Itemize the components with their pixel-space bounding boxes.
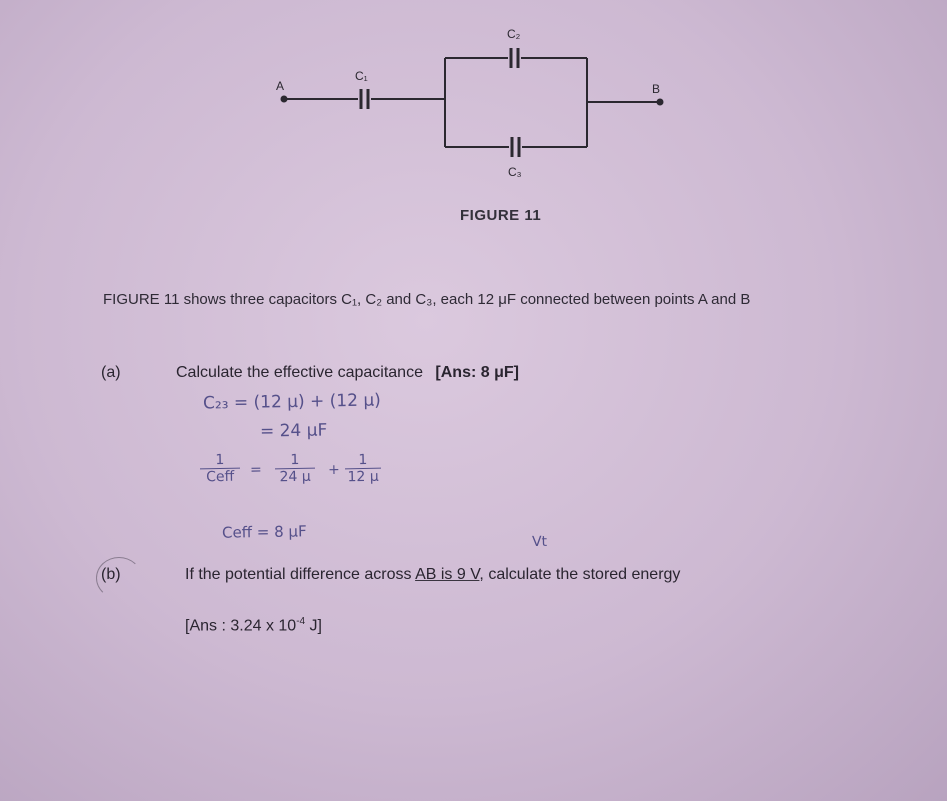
question-b-text: [185, 566, 680, 584]
label-b: B: [652, 82, 661, 96]
fraction-3-denominator: 12 μ: [345, 468, 381, 486]
question-a-text: [176, 364, 519, 382]
fraction-1-denominator: Ceff: [200, 468, 240, 486]
handwriting-line-4: Ceff = 8 μF: [221, 522, 307, 542]
handwriting-fraction-2: [275, 452, 316, 486]
circuit-diagram: [0, 0, 947, 240]
label-c1: C₁: [355, 69, 368, 83]
handwriting-fraction-3: [345, 452, 382, 486]
question-a-answer: [Ans: 8 μF]: [435, 364, 519, 381]
question-b-answer-prefix: [Ans : 3.24 x 10: [185, 617, 297, 635]
handwriting-plus: +: [327, 461, 340, 479]
question-b-label: (b): [101, 566, 121, 583]
handwriting-mark-vt: Vt: [531, 533, 548, 551]
handwriting-fraction-1: [200, 452, 241, 486]
handwriting-line-2: = 24 μF: [259, 420, 328, 442]
fraction-3-numerator: 1: [358, 451, 368, 469]
question-b-answer-suffix: J]: [305, 617, 322, 635]
label-a: A: [276, 79, 285, 93]
question-b-text-underlined: AB is 9 V: [415, 566, 480, 583]
problem-statement: FIGURE 11 shows three capacitors C₁, C₂ and C₃, each 12 μF connected between points A and B: [103, 291, 751, 308]
figure-caption: FIGURE 11: [460, 207, 542, 224]
question-b-answer: [185, 616, 322, 635]
terminal-a-dot: [281, 96, 288, 103]
fraction-1-numerator: 1: [215, 451, 225, 469]
handwriting-line-1: C₂₃ = (12 μ) + (12 μ): [202, 390, 382, 414]
question-b-text-before: If the potential difference across: [185, 566, 416, 583]
label-c2: C₂: [507, 27, 521, 41]
label-c3: C₃: [508, 165, 522, 179]
question-b-text-after: , calculate the stored energy: [479, 566, 681, 583]
question-a-prompt: Calculate the effective capacitance: [176, 364, 423, 381]
handwriting-equals: =: [249, 461, 262, 479]
terminal-b-dot: [657, 99, 664, 106]
fraction-2-denominator: 24 μ: [275, 468, 315, 486]
fraction-2-numerator: 1: [290, 451, 300, 469]
question-a-label: (a): [101, 364, 121, 381]
question-b-answer-exponent: -4: [296, 616, 306, 627]
